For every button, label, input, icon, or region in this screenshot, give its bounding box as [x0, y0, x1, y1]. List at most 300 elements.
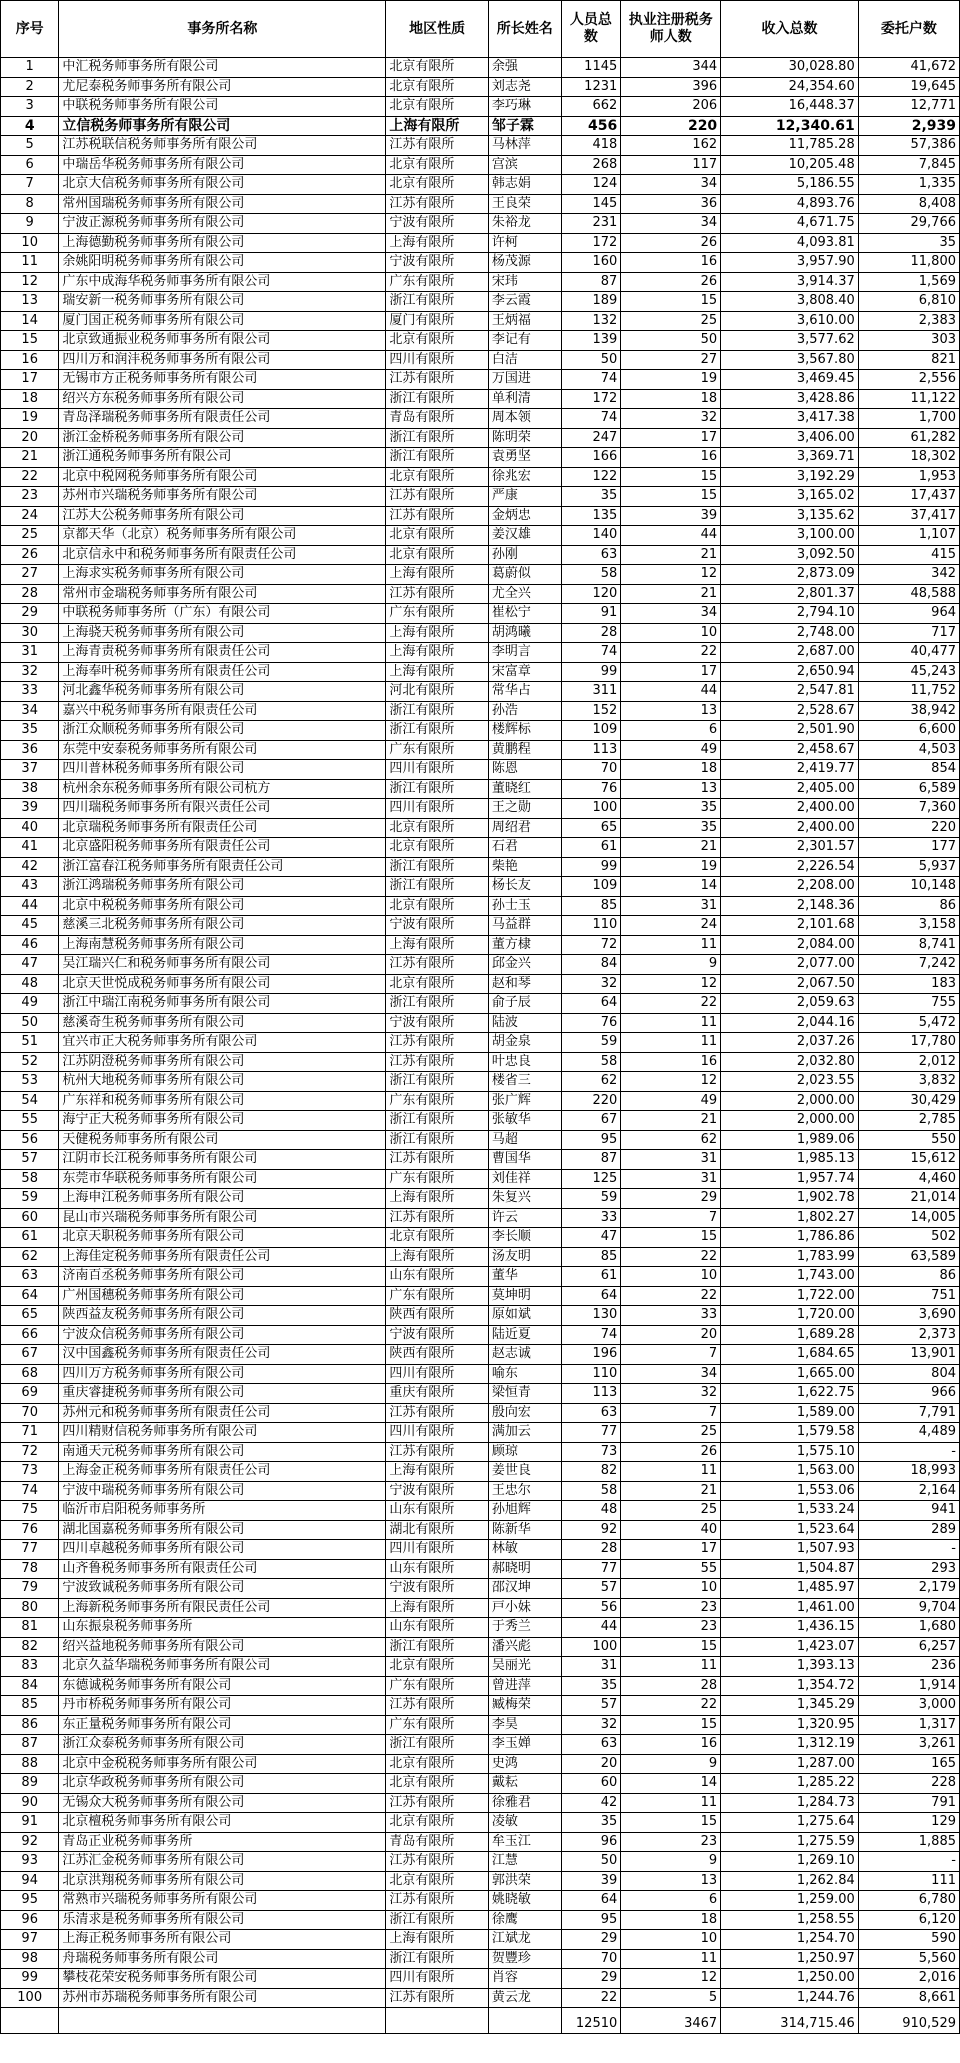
revenue: 1,354.72	[721, 1676, 859, 1696]
staff-total: 87	[561, 272, 621, 292]
revenue: 3,406.00	[721, 428, 859, 448]
region-type: 江苏有限所	[386, 506, 489, 526]
firm-name: 北京华政税务师事务所有限公司	[59, 1774, 386, 1794]
header-revenue: 收入总数	[721, 1, 859, 58]
director-name: 马益群	[488, 916, 561, 936]
director-name: 尤全兴	[488, 584, 561, 604]
row-index: 80	[1, 1598, 59, 1618]
region-type: 江苏有限所	[386, 1052, 489, 1072]
staff-total: 58	[561, 565, 621, 585]
client-count: 2,016	[858, 1969, 959, 1989]
director-name: 陆近夏	[488, 1325, 561, 1345]
revenue: 1,786.86	[721, 1228, 859, 1248]
client-count: 40,477	[858, 643, 959, 663]
firm-name: 浙江通税务师事务所有限公司	[59, 448, 386, 468]
cta-count: 206	[621, 97, 721, 117]
client-count: 590	[858, 1930, 959, 1950]
row-index: 17	[1, 370, 59, 390]
client-count: 6,257	[858, 1637, 959, 1657]
row-index: 32	[1, 662, 59, 682]
client-count: 11,752	[858, 682, 959, 702]
revenue: 4,093.81	[721, 233, 859, 253]
director-name: 赵和琴	[488, 974, 561, 994]
staff-total: 74	[561, 643, 621, 663]
table-row	[1, 136, 960, 156]
client-count: 717	[858, 623, 959, 643]
director-name: 江斌龙	[488, 1930, 561, 1950]
row-index: 37	[1, 760, 59, 780]
region-type: 上海有限所	[386, 643, 489, 663]
region-type: 北京有限所	[386, 838, 489, 858]
firm-name: 慈溪三北税务师事务所有限公司	[59, 916, 386, 936]
cta-count: 22	[621, 1696, 721, 1716]
cta-count: 16	[621, 448, 721, 468]
table-row	[1, 1325, 960, 1345]
table-row	[1, 116, 960, 136]
director-name: 宫滨	[488, 155, 561, 175]
table-row	[1, 1910, 960, 1930]
firm-name: 四川卓越税务师事务所有限公司	[59, 1540, 386, 1560]
row-index: 71	[1, 1423, 59, 1443]
director-name: 史鸿	[488, 1754, 561, 1774]
revenue: 2,687.00	[721, 643, 859, 663]
cta-count: 11	[621, 935, 721, 955]
row-index: 87	[1, 1735, 59, 1755]
table-row	[1, 877, 960, 897]
firm-name: 无锡市方正税务师事务所有限公司	[59, 370, 386, 390]
table-row	[1, 1754, 960, 1774]
cta-count: 31	[621, 1169, 721, 1189]
cta-count: 15	[621, 1813, 721, 1833]
client-count: 5,472	[858, 1013, 959, 1033]
region-type: 宁波有限所	[386, 1013, 489, 1033]
row-index: 23	[1, 487, 59, 507]
staff-total: 91	[561, 604, 621, 624]
row-index: 42	[1, 857, 59, 877]
client-count: 30,429	[858, 1091, 959, 1111]
table-row	[1, 604, 960, 624]
region-type: 广东有限所	[386, 740, 489, 760]
client-count: 941	[858, 1501, 959, 1521]
revenue: 1,579.58	[721, 1423, 859, 1443]
table-row	[1, 370, 960, 390]
cta-count: 31	[621, 1150, 721, 1170]
region-type: 江苏有限所	[386, 584, 489, 604]
cta-count: 14	[621, 877, 721, 897]
client-count: 236	[858, 1657, 959, 1677]
revenue: 2,748.00	[721, 623, 859, 643]
revenue: 1,461.00	[721, 1598, 859, 1618]
table-row	[1, 662, 960, 682]
table-row	[1, 331, 960, 351]
revenue: 1,563.00	[721, 1462, 859, 1482]
revenue: 5,186.55	[721, 175, 859, 195]
row-index: 95	[1, 1891, 59, 1911]
region-type: 山东有限所	[386, 1618, 489, 1638]
table-row	[1, 526, 960, 546]
staff-total: 110	[561, 1364, 621, 1384]
revenue: 2,226.54	[721, 857, 859, 877]
director-name: 曹国华	[488, 1150, 561, 1170]
director-name: 贺豐珍	[488, 1949, 561, 1969]
region-type: 广东有限所	[386, 1676, 489, 1696]
region-type: 广东有限所	[386, 1715, 489, 1735]
firm-name: 上海佳定税务师事务所有限责任公司	[59, 1247, 386, 1267]
firm-name: 上海正税务师事务所有限公司	[59, 1930, 386, 1950]
staff-total: 33	[561, 1208, 621, 1228]
cta-count: 16	[621, 253, 721, 273]
client-count: 6,589	[858, 779, 959, 799]
staff-total: 1231	[561, 77, 621, 97]
region-type: 浙江有限所	[386, 448, 489, 468]
director-name: 肖容	[488, 1969, 561, 1989]
revenue: 2,501.90	[721, 721, 859, 741]
client-count: 791	[858, 1793, 959, 1813]
table-row	[1, 467, 960, 487]
row-index: 56	[1, 1130, 59, 1150]
region-type: 江苏有限所	[386, 955, 489, 975]
row-index: 11	[1, 253, 59, 273]
revenue: 1,985.13	[721, 1150, 859, 1170]
staff-total: 1145	[561, 58, 621, 78]
table-row	[1, 916, 960, 936]
client-count: 17,780	[858, 1033, 959, 1053]
table-row	[1, 1579, 960, 1599]
staff-total: 456	[561, 116, 621, 136]
staff-total: 220	[561, 1091, 621, 1111]
row-index: 47	[1, 955, 59, 975]
table-row	[1, 253, 960, 273]
firm-name: 北京瑞税务师事务所有限责任公司	[59, 818, 386, 838]
row-index: 73	[1, 1462, 59, 1482]
revenue: 2,077.00	[721, 955, 859, 975]
client-count: 1,569	[858, 272, 959, 292]
table-row	[1, 935, 960, 955]
firm-name: 杭州余东税务师事务所有限公司杭方	[59, 779, 386, 799]
cta-count: 17	[621, 428, 721, 448]
staff-total: 100	[561, 1637, 621, 1657]
client-count: 2,373	[858, 1325, 959, 1345]
cta-count: 12	[621, 565, 721, 585]
firm-name: 重庆睿捷税务师事务所有限公司	[59, 1384, 386, 1404]
director-name: 孙刚	[488, 545, 561, 565]
header-clients: 委托户数	[858, 1, 959, 58]
staff-total: 57	[561, 1696, 621, 1716]
cta-count: 10	[621, 1930, 721, 1950]
firm-name: 厦门国正税务师事务所有限公司	[59, 311, 386, 331]
client-count: 10,148	[858, 877, 959, 897]
revenue: 3,808.40	[721, 292, 859, 312]
director-name: 孙浩	[488, 701, 561, 721]
cta-count: 12	[621, 1969, 721, 1989]
table-row	[1, 1267, 960, 1287]
revenue: 2,044.16	[721, 1013, 859, 1033]
cta-count: 49	[621, 1091, 721, 1111]
staff-total: 63	[561, 1735, 621, 1755]
firm-name: 临沂市启阳税务师事务所	[59, 1501, 386, 1521]
director-name: 马超	[488, 1130, 561, 1150]
director-name: 吴丽光	[488, 1657, 561, 1677]
row-index: 3	[1, 97, 59, 117]
table-row	[1, 1676, 960, 1696]
director-name: 王忠尔	[488, 1481, 561, 1501]
cta-count: 16	[621, 1052, 721, 1072]
client-count: -	[858, 1442, 959, 1462]
director-name: 姜汉雄	[488, 526, 561, 546]
director-name: 金炳忠	[488, 506, 561, 526]
firm-name: 江苏阴澄税务师事务所有限公司	[59, 1052, 386, 1072]
row-index: 39	[1, 799, 59, 819]
client-count: 7,791	[858, 1403, 959, 1423]
client-count: 11,800	[858, 253, 959, 273]
row-index: 30	[1, 623, 59, 643]
staff-total: 135	[561, 506, 621, 526]
client-count: 19,645	[858, 77, 959, 97]
client-count: 1,700	[858, 409, 959, 429]
firm-name: 杭州大地税务师事务所有限公司	[59, 1072, 386, 1092]
table-row	[1, 1150, 960, 1170]
staff-total: 100	[561, 799, 621, 819]
row-index: 76	[1, 1520, 59, 1540]
director-name: 凌敏	[488, 1813, 561, 1833]
revenue: 1,507.93	[721, 1540, 859, 1560]
firm-name: 北京天世悦成税务师事务所有限公司	[59, 974, 386, 994]
row-index: 34	[1, 701, 59, 721]
firm-name: 北京致通振业税务师事务所有限公司	[59, 331, 386, 351]
table-row	[1, 506, 960, 526]
region-type: 广东有限所	[386, 272, 489, 292]
staff-total: 130	[561, 1306, 621, 1326]
firm-name: 湖北国嘉税务师事务所有限公司	[59, 1520, 386, 1540]
director-name: 潘兴彪	[488, 1637, 561, 1657]
table-row	[1, 682, 960, 702]
firm-name: 东莞中安泰税务师事务所有限公司	[59, 740, 386, 760]
revenue: 1,275.59	[721, 1832, 859, 1852]
table-row	[1, 1520, 960, 1540]
row-index: 7	[1, 175, 59, 195]
cta-count: 6	[621, 1891, 721, 1911]
staff-total: 189	[561, 292, 621, 312]
director-name: 汤友明	[488, 1247, 561, 1267]
staff-total: 76	[561, 1013, 621, 1033]
client-count: 9,704	[858, 1598, 959, 1618]
revenue: 1,575.10	[721, 1442, 859, 1462]
firm-name: 中瑞岳华税务师事务所有限公司	[59, 155, 386, 175]
staff-total: 58	[561, 1052, 621, 1072]
firm-name: 舟瑞税务师事务所有限公司	[59, 1949, 386, 1969]
region-type: 宁波有限所	[386, 1579, 489, 1599]
cta-count: 21	[621, 1481, 721, 1501]
cta-count: 26	[621, 1442, 721, 1462]
revenue: 2,059.63	[721, 994, 859, 1014]
director-name: 韩志娟	[488, 175, 561, 195]
firm-name: 常州市金瑞税务师事务所有限公司	[59, 584, 386, 604]
cta-count: 27	[621, 350, 721, 370]
revenue: 1,989.06	[721, 1130, 859, 1150]
firm-name: 立信税务师事务所有限公司	[59, 116, 386, 136]
revenue: 3,092.50	[721, 545, 859, 565]
client-count: 6,780	[858, 1891, 959, 1911]
table-row	[1, 1598, 960, 1618]
table-row	[1, 97, 960, 117]
row-index: 64	[1, 1286, 59, 1306]
row-index: 59	[1, 1189, 59, 1209]
firm-name: 上海骁天税务师事务所有限公司	[59, 623, 386, 643]
row-index: 41	[1, 838, 59, 858]
staff-total: 73	[561, 1442, 621, 1462]
revenue: 3,914.37	[721, 272, 859, 292]
region-type: 陕西有限所	[386, 1306, 489, 1326]
staff-total: 32	[561, 974, 621, 994]
row-index: 63	[1, 1267, 59, 1287]
revenue: 1,275.64	[721, 1813, 859, 1833]
client-count: 964	[858, 604, 959, 624]
client-count: 57,386	[858, 136, 959, 156]
client-count: 13,901	[858, 1345, 959, 1365]
region-type: 北京有限所	[386, 974, 489, 994]
row-index: 99	[1, 1969, 59, 1989]
director-name: 满加云	[488, 1423, 561, 1443]
table-row	[1, 409, 960, 429]
cta-count: 21	[621, 1111, 721, 1131]
row-index: 21	[1, 448, 59, 468]
director-name: 孙旭辉	[488, 1501, 561, 1521]
director-name: 董方棣	[488, 935, 561, 955]
cta-count: 33	[621, 1306, 721, 1326]
revenue: 1,250.97	[721, 1949, 859, 1969]
client-count: 129	[858, 1813, 959, 1833]
staff-total: 247	[561, 428, 621, 448]
firm-name: 北京中税税务师事务所有限公司	[59, 896, 386, 916]
region-type: 青岛有限所	[386, 1832, 489, 1852]
director-name: 黄云龙	[488, 1988, 561, 2008]
region-type: 广东有限所	[386, 604, 489, 624]
staff-total: 196	[561, 1345, 621, 1365]
director-name: 余强	[488, 58, 561, 78]
table-row	[1, 1442, 960, 1462]
cta-count: 19	[621, 857, 721, 877]
row-index: 53	[1, 1072, 59, 1092]
cta-count: 18	[621, 389, 721, 409]
row-index: 31	[1, 643, 59, 663]
revenue: 1,285.22	[721, 1774, 859, 1794]
totals-head-cell	[488, 2008, 561, 2034]
cta-count: 31	[621, 896, 721, 916]
firm-name: 青岛正业税务师事务所	[59, 1832, 386, 1852]
revenue: 2,801.37	[721, 584, 859, 604]
firm-name: 浙江鸿瑞税务师事务所有限公司	[59, 877, 386, 897]
region-type: 江苏有限所	[386, 1208, 489, 1228]
firm-name: 浙江众顺税务师事务所有限公司	[59, 721, 386, 741]
revenue: 1,287.00	[721, 1754, 859, 1774]
row-index: 10	[1, 233, 59, 253]
table-row	[1, 1208, 960, 1228]
client-count: 48,588	[858, 584, 959, 604]
cta-count: 44	[621, 682, 721, 702]
revenue: 3,165.02	[721, 487, 859, 507]
firm-name: 中联税务师事务所（广东）有限公司	[59, 604, 386, 624]
staff-total: 120	[561, 584, 621, 604]
region-type: 北京有限所	[386, 1871, 489, 1891]
staff-total: 125	[561, 1169, 621, 1189]
region-type: 北京有限所	[386, 58, 489, 78]
director-name: 姜世良	[488, 1462, 561, 1482]
row-index: 69	[1, 1384, 59, 1404]
firm-name: 江苏大公税务师事务所有限公司	[59, 506, 386, 526]
row-index: 36	[1, 740, 59, 760]
region-type: 四川有限所	[386, 760, 489, 780]
firm-name: 浙江金桥税务师事务所有限公司	[59, 428, 386, 448]
firm-name: 北京盛阳税务师事务所有限责任公司	[59, 838, 386, 858]
revenue: 1,553.06	[721, 1481, 859, 1501]
region-type: 北京有限所	[386, 97, 489, 117]
cta-count: 10	[621, 1267, 721, 1287]
firm-name: 河北鑫华税务师事务所有限公司	[59, 682, 386, 702]
director-name: 马林萍	[488, 136, 561, 156]
client-count: 177	[858, 838, 959, 858]
director-name: 徐雅君	[488, 1793, 561, 1813]
revenue: 1,802.27	[721, 1208, 859, 1228]
staff-total: 84	[561, 955, 621, 975]
table-header-row	[1, 1, 960, 58]
region-type: 北京有限所	[386, 467, 489, 487]
table-row	[1, 1559, 960, 1579]
table-row	[1, 1130, 960, 1150]
client-count: 7,845	[858, 155, 959, 175]
firm-name: 绍兴方东税务师事务所有限公司	[59, 389, 386, 409]
row-index: 8	[1, 194, 59, 214]
cta-count: 11	[621, 1657, 721, 1677]
staff-total: 61	[561, 838, 621, 858]
region-type: 上海有限所	[386, 1930, 489, 1950]
row-index: 9	[1, 214, 59, 234]
revenue: 1,244.76	[721, 1988, 859, 2008]
firm-name: 陕西益友税务师事务所有限公司	[59, 1306, 386, 1326]
row-index: 78	[1, 1559, 59, 1579]
revenue: 1,284.73	[721, 1793, 859, 1813]
staff-total: 50	[561, 1852, 621, 1872]
staff-total: 109	[561, 721, 621, 741]
revenue: 3,417.38	[721, 409, 859, 429]
firm-name: 海宁正大税务师事务所有限公司	[59, 1111, 386, 1131]
client-count: 1,335	[858, 175, 959, 195]
table-row	[1, 565, 960, 585]
firm-name: 苏州元和税务师事务所有限责任公司	[59, 1403, 386, 1423]
director-name: 许云	[488, 1208, 561, 1228]
table-row	[1, 1891, 960, 1911]
row-index: 75	[1, 1501, 59, 1521]
row-index: 85	[1, 1696, 59, 1716]
firm-name: 瑞安新一税务师事务所有限公司	[59, 292, 386, 312]
client-count: 4,460	[858, 1169, 959, 1189]
row-index: 44	[1, 896, 59, 916]
cta-count: 396	[621, 77, 721, 97]
director-name: 李巧琳	[488, 97, 561, 117]
row-index: 96	[1, 1910, 59, 1930]
revenue: 1,783.99	[721, 1247, 859, 1267]
client-count: 37,417	[858, 506, 959, 526]
director-name: 楼省三	[488, 1072, 561, 1092]
staff-total: 20	[561, 1754, 621, 1774]
region-type: 浙江有限所	[386, 779, 489, 799]
staff-total: 50	[561, 350, 621, 370]
staff-total: 109	[561, 877, 621, 897]
client-count: 3,832	[858, 1072, 959, 1092]
revenue: 2,148.36	[721, 896, 859, 916]
firm-name: 上海金正税务师事务所有限责任公司	[59, 1462, 386, 1482]
client-count: 804	[858, 1364, 959, 1384]
row-index: 55	[1, 1111, 59, 1131]
